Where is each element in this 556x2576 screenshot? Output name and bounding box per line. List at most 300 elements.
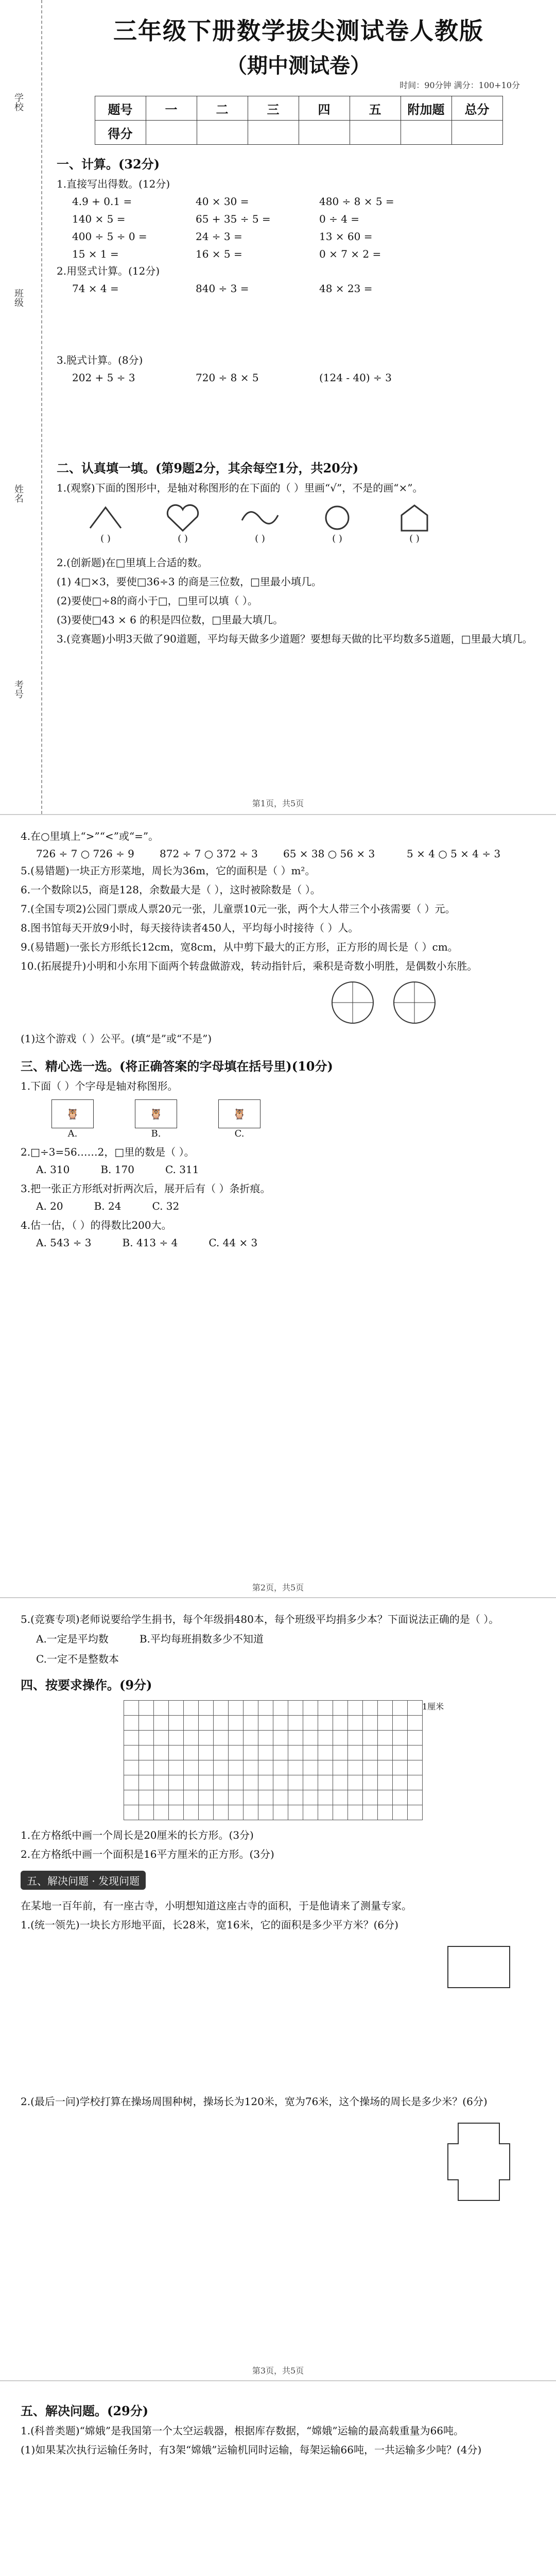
grid-cell[interactable]: [184, 1790, 199, 1805]
grid-cell[interactable]: [288, 1701, 303, 1716]
grid-cell[interactable]: [393, 1745, 408, 1760]
calc-item: 74 × 4 =: [72, 282, 119, 295]
grid-cell[interactable]: [363, 1731, 378, 1745]
grid-cell[interactable]: [378, 1716, 393, 1731]
grid-cell[interactable]: [393, 1731, 408, 1745]
circle-shape-icon: [317, 502, 358, 533]
binding-label-id: 考号: [13, 680, 24, 699]
compare-item: 726 ÷ 7 ○ 726 ÷ 9: [36, 848, 134, 860]
binding-label-name: 姓名: [13, 484, 24, 503]
grid-cell[interactable]: [154, 1731, 169, 1745]
shape-item: ( ): [232, 502, 288, 549]
section-heading: 三、精心选一选。(将正确答案的字母填在括号里)(10分): [21, 1059, 333, 1074]
section-heading: 二、认真填一填。(第9题2分，其余每空1分，共20分): [57, 461, 359, 476]
calc-item: (124 - 40) ÷ 3: [319, 371, 392, 384]
choice-option[interactable]: A. 20: [36, 1200, 63, 1212]
grid-cell[interactable]: [199, 1805, 214, 1820]
question: 3.把一张正方形纸对折两次后，展开后有（ ）条折痕。: [21, 1182, 271, 1195]
grid-cell[interactable]: [288, 1790, 303, 1805]
shape-item: ( ): [154, 502, 211, 549]
grid-unit-label: 1厘米: [422, 1702, 444, 1711]
question: 2.用竖式计算。(12分): [57, 265, 160, 277]
question: 1.(统一领先)一块长方形地平面，长28米，宽16米，它的面积是多少平方米？(6分): [21, 1919, 398, 1931]
question: 1.直接写出得数。(12分): [57, 178, 170, 190]
answer-space: [21, 2461, 535, 2576]
grid-cell[interactable]: [169, 1775, 184, 1790]
owl-icon: 🦉: [135, 1099, 177, 1128]
grid-cell[interactable]: [169, 1745, 184, 1760]
grid-cell[interactable]: [408, 1716, 423, 1731]
house-shape-icon: [394, 502, 435, 533]
grid-cell[interactable]: [154, 1760, 169, 1775]
letter-cards: [51, 1099, 535, 1139]
grid-cell[interactable]: [258, 1745, 273, 1760]
sub-question: (1)这个游戏（ ）公平。(填“是”或“不是”): [21, 1032, 212, 1045]
calc-item: 15 × 1 =: [72, 248, 119, 260]
question: 1.下面（ ）个字母是轴对称图形。: [21, 1080, 178, 1092]
grid-cell[interactable]: [318, 1775, 333, 1790]
choice-option[interactable]: A. 310: [36, 1163, 70, 1176]
grid-cell[interactable]: [348, 1805, 363, 1820]
rectangle-diagram-icon: [443, 1941, 515, 1998]
grid-cell[interactable]: [199, 1790, 214, 1805]
grid-cell[interactable]: [348, 1745, 363, 1760]
exam-meta: 时间：90分钟 满分：100+10分: [399, 80, 520, 90]
chevron-shape-icon: [85, 502, 126, 533]
heart-shape-icon: [162, 502, 203, 533]
grid-cell[interactable]: [124, 1701, 139, 1716]
score-header: 题号: [95, 96, 146, 121]
grid-cell[interactable]: [229, 1775, 244, 1790]
grid-cell[interactable]: [214, 1790, 229, 1805]
grid-cell[interactable]: [139, 1775, 154, 1790]
calc-item: 4.9 + 0.1 =: [72, 195, 132, 208]
grid-cell[interactable]: [408, 1775, 423, 1790]
grid-cell[interactable]: [258, 1790, 273, 1805]
score-cell[interactable]: [146, 121, 197, 145]
grid-cell[interactable]: [333, 1760, 348, 1775]
grid-cell[interactable]: [229, 1760, 244, 1775]
choice-label: C.: [234, 1128, 245, 1139]
grid-cell[interactable]: [273, 1731, 288, 1745]
grid-cell[interactable]: [303, 1745, 318, 1760]
grid-cell[interactable]: [333, 1716, 348, 1731]
calc-item: 65 + 35 ÷ 5 =: [196, 213, 271, 225]
question: 1.在方格纸中画一个周长是20厘米的长方形。(3分): [21, 1829, 254, 1841]
grid-cell[interactable]: [139, 1760, 154, 1775]
grid-cell[interactable]: [214, 1731, 229, 1745]
owl-icon: 🦉: [218, 1099, 260, 1128]
grid-cell[interactable]: [258, 1775, 273, 1790]
grid-cell[interactable]: [124, 1775, 139, 1790]
grid-cell[interactable]: [229, 1716, 244, 1731]
grid-cell[interactable]: [333, 1790, 348, 1805]
grid-cell[interactable]: [244, 1701, 258, 1716]
score-header: 附加题: [401, 96, 451, 121]
grid-cell[interactable]: [214, 1701, 229, 1716]
grid-cell[interactable]: [378, 1775, 393, 1790]
grid-cell[interactable]: [199, 1701, 214, 1716]
section-heading: 五、解决问题。(29分): [21, 2403, 149, 2418]
choice-label: B.: [151, 1128, 161, 1139]
grid-cell[interactable]: [378, 1790, 393, 1805]
choice-card: [218, 1099, 260, 1139]
compare-item: 65 × 38 ○ 56 × 3: [283, 848, 375, 860]
grid-cell[interactable]: [199, 1731, 214, 1745]
choice-option[interactable]: B. 170: [100, 1163, 134, 1176]
grid-cell[interactable]: [288, 1716, 303, 1731]
grid-cell[interactable]: [139, 1716, 154, 1731]
grid-cell[interactable]: [348, 1790, 363, 1805]
compare-row: [36, 848, 535, 860]
choices: [36, 1236, 535, 1249]
question: 2.在方格纸中画一个面积是16平方厘米的正方形。(3分): [21, 1848, 274, 1860]
grid-cell[interactable]: [139, 1731, 154, 1745]
grid-cell[interactable]: [184, 1805, 199, 1820]
grid-cell[interactable]: [303, 1716, 318, 1731]
grid-cell[interactable]: [214, 1760, 229, 1775]
grid-cell[interactable]: [184, 1701, 199, 1716]
grid-cell[interactable]: [154, 1805, 169, 1820]
question: 2.□÷3=56……2，□里的数是（ ）。: [21, 1146, 195, 1158]
grid-cell[interactable]: [244, 1790, 258, 1805]
grid-cell[interactable]: [124, 1731, 139, 1745]
section-heading: 四、按要求操作。(9分): [21, 1677, 152, 1692]
choices: [36, 1200, 535, 1212]
choice-card: [51, 1099, 94, 1139]
intro-text: 在某地一百年前，有一座古寺，小明想知道这座古寺的面积，于是他请来了测量专家。: [21, 1900, 412, 1912]
score-header: 总分: [451, 96, 502, 121]
grid-cell[interactable]: [258, 1701, 273, 1716]
grid-cell[interactable]: [408, 1701, 423, 1716]
choice-option[interactable]: B.平均每班捐数多少不知道: [139, 1633, 264, 1645]
grid-cell[interactable]: [229, 1805, 244, 1820]
vertical-calc-row: [72, 282, 541, 349]
grid-cell[interactable]: [244, 1745, 258, 1760]
grid-cell[interactable]: [318, 1731, 333, 1745]
grid-cell[interactable]: [318, 1701, 333, 1716]
calc-item: 40 × 30 =: [196, 195, 249, 208]
grid-cell[interactable]: [214, 1716, 229, 1731]
grid-cell[interactable]: [273, 1716, 288, 1731]
grid-cell[interactable]: [273, 1805, 288, 1820]
score-header: 四: [299, 96, 350, 121]
grid-cell[interactable]: [378, 1760, 393, 1775]
grid-cell[interactable]: [363, 1805, 378, 1820]
score-row-label: 得分: [95, 121, 146, 145]
grid-cell[interactable]: [169, 1701, 184, 1716]
grid-cell[interactable]: [393, 1701, 408, 1716]
calc-item: 48 × 23 =: [319, 282, 373, 295]
grid-cell[interactable]: [333, 1805, 348, 1820]
calc-item: 24 ÷ 3 =: [196, 230, 242, 243]
grid-cell[interactable]: [124, 1716, 139, 1731]
wave-shape-icon: [239, 502, 281, 533]
grid-cell[interactable]: [288, 1760, 303, 1775]
grid-cell[interactable]: [288, 1805, 303, 1820]
grid-cell[interactable]: [139, 1790, 154, 1805]
grid-cell[interactable]: [244, 1775, 258, 1790]
grid-cell[interactable]: [244, 1731, 258, 1745]
score-table: [95, 96, 503, 145]
score-cell[interactable]: [299, 121, 350, 145]
calc-grid: [72, 195, 541, 260]
choices: [36, 1163, 535, 1176]
grid-cell[interactable]: [199, 1745, 214, 1760]
grid-cell[interactable]: [229, 1745, 244, 1760]
grid-cell[interactable]: [169, 1805, 184, 1820]
grid-cell[interactable]: [363, 1716, 378, 1731]
grid-cell[interactable]: [378, 1805, 393, 1820]
grid-cell[interactable]: [199, 1716, 214, 1731]
grid-cell[interactable]: [124, 1760, 139, 1775]
spinner-icon: [391, 979, 438, 1026]
question: 2.(最后一问)学校打算在操场周围种树，操场长为120米，宽为76米，这个操场的周长是多少米？(6分): [21, 2095, 488, 2108]
grid-cell[interactable]: [408, 1805, 423, 1820]
shape-item: ( ): [77, 502, 134, 549]
choice-option[interactable]: A. 543 ÷ 3: [36, 1236, 92, 1249]
sub-question: (3)要使□43 × 6 的积是四位数，□里最大填几。: [57, 614, 284, 626]
choice-card: [135, 1099, 177, 1139]
grid-cell[interactable]: [303, 1805, 318, 1820]
grid-cell[interactable]: [393, 1716, 408, 1731]
question: 1.(科普类题)“嫦娥”是我国第一个太空运载器，根据库存数据，“嫦娥”运输的最高载重量为66吨。: [21, 2425, 464, 2437]
spinner-pair: [329, 979, 535, 1026]
choices: [36, 1631, 535, 1646]
grid-cell[interactable]: [214, 1745, 229, 1760]
choice-option[interactable]: C. 44 × 3: [208, 1236, 258, 1249]
choice-option[interactable]: B. 24: [94, 1200, 121, 1212]
grid-cell[interactable]: [139, 1805, 154, 1820]
symmetry-shapes: [77, 502, 541, 549]
grid-cell[interactable]: [333, 1701, 348, 1716]
page-3: [0, 1597, 556, 2381]
score-header: 五: [350, 96, 401, 121]
score-header: 一: [146, 96, 197, 121]
grid-cell[interactable]: [348, 1701, 363, 1716]
grid-cell[interactable]: [363, 1790, 378, 1805]
calc-item: 140 × 5 =: [72, 213, 126, 225]
calc-item: 0 ÷ 4 =: [319, 213, 360, 225]
section-banner: 五、解决问题 · 发现问题: [21, 1871, 146, 1890]
grid-cell[interactable]: [378, 1745, 393, 1760]
grid-cell[interactable]: [318, 1805, 333, 1820]
question: 5.(竞赛专项)老师说要给学生捐书，每个年级捐480本，每个班级平均捐多少本？下面说法正确的是（ ）。: [21, 1613, 499, 1625]
grid-cell[interactable]: [154, 1775, 169, 1790]
question: 3.脱式计算。(8分): [57, 354, 143, 366]
grid-cell[interactable]: [333, 1775, 348, 1790]
question: 4.估一估，（ ）的得数比200大。: [21, 1219, 172, 1231]
grid-cell[interactable]: [303, 1731, 318, 1745]
grid-cell[interactable]: [393, 1760, 408, 1775]
grid-cell[interactable]: [258, 1805, 273, 1820]
grid-cell[interactable]: [244, 1716, 258, 1731]
grid-cell[interactable]: [258, 1760, 273, 1775]
choice-option[interactable]: C. 32: [152, 1200, 180, 1212]
grid-cell[interactable]: [169, 1716, 184, 1731]
calc-item: 0 × 7 × 2 =: [319, 248, 381, 260]
question: 1.(观察)下面的图形中，是轴对称图形的在下面的（ ）里画“√”，不是的画“×”。: [57, 482, 423, 494]
answer-space: [21, 2113, 535, 2267]
grid-cell[interactable]: [288, 1745, 303, 1760]
grid-cell[interactable]: [139, 1745, 154, 1760]
grid-cell[interactable]: [184, 1731, 199, 1745]
grid-cell[interactable]: [288, 1731, 303, 1745]
grid-cell[interactable]: [229, 1731, 244, 1745]
score-header: 二: [197, 96, 248, 121]
square-grid[interactable]: [124, 1700, 423, 1820]
answer-space: [21, 1936, 535, 2091]
grid-cell[interactable]: [408, 1790, 423, 1805]
grid-cell[interactable]: [124, 1745, 139, 1760]
sub-question: (1) 4□×3，要使□36÷3 的商是三位数，□里最小填几。: [57, 575, 322, 588]
grid-cell[interactable]: [229, 1790, 244, 1805]
score-cell[interactable]: [401, 121, 451, 145]
grid-cell[interactable]: [333, 1731, 348, 1745]
grid-cell[interactable]: [154, 1701, 169, 1716]
question: 10.(拓展提升)小明和小东用下面两个转盘做游戏，转动指针后，乘积是奇数小明胜，是偶数小东胜。: [21, 960, 478, 972]
grid-cell[interactable]: [273, 1745, 288, 1760]
binding-label-school: 学校: [13, 93, 24, 111]
choice-option[interactable]: C.一定不是整数本: [36, 1653, 119, 1665]
grid-cell[interactable]: [288, 1775, 303, 1790]
page-1: [0, 0, 556, 814]
page-footer: 第3页，共5页: [252, 2366, 304, 2376]
grid-cell[interactable]: [214, 1775, 229, 1790]
grid-cell[interactable]: [199, 1760, 214, 1775]
owl-icon: 🦉: [51, 1099, 94, 1128]
spinner-icon: [329, 979, 376, 1026]
grid-cell[interactable]: [378, 1731, 393, 1745]
grid-cell[interactable]: [184, 1716, 199, 1731]
grid-cell[interactable]: [124, 1790, 139, 1805]
question: 7.(全国专项2)公园门票成人票20元一张，儿童票10元一张，两个大人带三个小孩需要（ ）元。: [21, 903, 456, 915]
calc-item: 400 ÷ 5 ÷ 0 =: [72, 230, 147, 243]
grid-cell[interactable]: [169, 1731, 184, 1745]
grid-cell[interactable]: [184, 1745, 199, 1760]
grid-cell[interactable]: [303, 1790, 318, 1805]
grid-cell[interactable]: [408, 1760, 423, 1775]
grid-cell[interactable]: [393, 1805, 408, 1820]
grid-cell[interactable]: [154, 1745, 169, 1760]
calc-item: 16 × 5 =: [196, 248, 242, 260]
sub-question: (1)如果某次执行运输任务时，有3架“嫦娥”运输机同时运输，每架运输66吨，一共运输多少吨？(4分): [21, 2444, 482, 2456]
score-cell[interactable]: [197, 121, 248, 145]
page-title: 三年级下册数学拔尖测试卷人教版: [113, 17, 484, 45]
shape-item: ( ): [309, 502, 366, 549]
grid-cell[interactable]: [408, 1745, 423, 1760]
grid-cell[interactable]: [154, 1716, 169, 1731]
grid-cell[interactable]: [273, 1701, 288, 1716]
grid-cell[interactable]: [303, 1775, 318, 1790]
choices: [36, 1651, 535, 1666]
grid-cell[interactable]: [273, 1790, 288, 1805]
choice-option[interactable]: B. 413 ÷ 4: [122, 1236, 178, 1249]
grid-cell[interactable]: [258, 1716, 273, 1731]
choice-option[interactable]: C. 311: [165, 1163, 199, 1176]
grid-cell[interactable]: [184, 1760, 199, 1775]
calc-item: 13 × 60 =: [319, 230, 373, 243]
grid-cell[interactable]: [363, 1775, 378, 1790]
grid-cell[interactable]: [214, 1805, 229, 1820]
grid-cell[interactable]: [378, 1701, 393, 1716]
grid-cell[interactable]: [348, 1716, 363, 1731]
grid-cell[interactable]: [318, 1790, 333, 1805]
score-cell[interactable]: [248, 121, 299, 145]
grid-cell[interactable]: [273, 1760, 288, 1775]
grid-cell[interactable]: [348, 1731, 363, 1745]
grid-cell[interactable]: [318, 1745, 333, 1760]
grid-cell[interactable]: [244, 1760, 258, 1775]
field-diagram-icon: [443, 2118, 515, 2206]
sub-question: (2)要使□÷8的商小于□，□里可以填（ ）。: [57, 595, 258, 607]
page-footer: 第2页，共5页: [252, 1583, 304, 1592]
question: 4.在○里填上“>”“<”或“=”。: [21, 830, 159, 842]
score-cell[interactable]: [451, 121, 502, 145]
shape-item: ( ): [386, 502, 443, 549]
grid-cell[interactable]: [184, 1775, 199, 1790]
grid-cell[interactable]: [244, 1805, 258, 1820]
page-4: [0, 2380, 556, 2576]
grid-cell[interactable]: [139, 1701, 154, 1716]
question: 8.图书馆每天开放9小时，每天接待读者450人，平均每小时接待（ ）人。: [21, 922, 359, 934]
page-2: [0, 814, 556, 1598]
choice-label: A.: [67, 1128, 78, 1139]
grid-cell[interactable]: [273, 1775, 288, 1790]
grid-cell[interactable]: [318, 1716, 333, 1731]
grid-cell[interactable]: [363, 1760, 378, 1775]
grid-cell[interactable]: [124, 1805, 139, 1820]
page-subtitle: （期中测试卷）: [227, 54, 371, 78]
calc-item: 720 ÷ 8 × 5: [196, 371, 259, 384]
question: 5.(易错题)一块正方形菜地，周长为36m，它的面积是（ ）m²。: [21, 865, 316, 877]
binding-strip: [0, 0, 42, 814]
score-header: 三: [248, 96, 299, 121]
question: 6.一个数除以5，商是128，余数最大是（ ），这时被除数是（ ）。: [21, 884, 321, 896]
grid-cell[interactable]: [393, 1775, 408, 1790]
grid-cell[interactable]: [169, 1790, 184, 1805]
compare-item: 5 × 4 ○ 5 × 4 ÷ 3: [407, 848, 501, 860]
grid-cell[interactable]: [229, 1701, 244, 1716]
grid-cell[interactable]: [169, 1760, 184, 1775]
question: 3.(竞赛题)小明3天做了90道题，平均每天做多少道题？要想每天做的比平均数多5道题，□里最大填几。: [57, 633, 533, 645]
grid-cell[interactable]: [408, 1731, 423, 1745]
grid-cell[interactable]: [363, 1745, 378, 1760]
grid-cell[interactable]: [303, 1760, 318, 1775]
grid-cell[interactable]: [348, 1760, 363, 1775]
page-footer: 第1页，共5页: [252, 799, 304, 808]
compare-item: 872 ÷ 7 ○ 372 ÷ 3: [160, 848, 258, 860]
grid-cell[interactable]: [318, 1760, 333, 1775]
grid-cell[interactable]: [303, 1701, 318, 1716]
grid-cell[interactable]: [258, 1731, 273, 1745]
score-cell[interactable]: [350, 121, 401, 145]
calc-item: 840 ÷ 3 =: [196, 282, 249, 295]
binding-label-class: 班级: [13, 289, 24, 307]
grid-cell[interactable]: [348, 1775, 363, 1790]
calc-item: 480 ÷ 8 × 5 =: [319, 195, 394, 208]
grid-cell[interactable]: [393, 1790, 408, 1805]
question: 2.(创新题)在□里填上合适的数。: [57, 556, 208, 569]
grid-cell[interactable]: [154, 1790, 169, 1805]
grid-cell[interactable]: [199, 1775, 214, 1790]
choice-option[interactable]: A.一定是平均数: [36, 1633, 109, 1645]
calc-item: 202 + 5 ÷ 3: [72, 371, 135, 384]
question: 9.(易错题)一张长方形纸长12cm，宽8cm，从中剪下最大的正方形，正方形的周长是（ ）cm。: [21, 941, 458, 953]
grid-area: [21, 1700, 535, 1820]
grid-cell[interactable]: [363, 1701, 378, 1716]
grid-cell[interactable]: [333, 1745, 348, 1760]
